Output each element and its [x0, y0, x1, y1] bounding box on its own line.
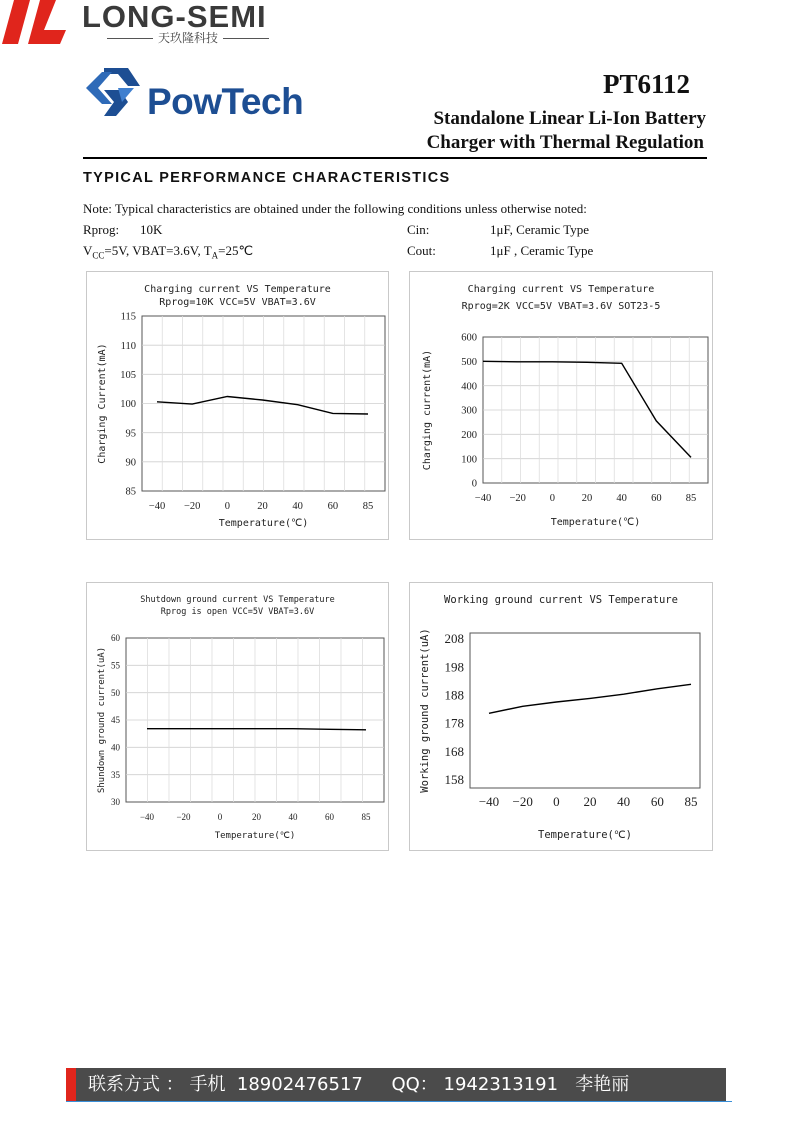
y-tick-label: 198 — [444, 659, 464, 675]
x-tick-label: 0 — [217, 812, 223, 822]
y-tick-label: 85 — [125, 486, 136, 498]
y-tick-label: 200 — [461, 430, 477, 442]
x-tick-label: 60 — [327, 501, 339, 512]
y-tick-label: 30 — [111, 797, 120, 808]
footer-contact-text: 联系方式 ： 手机 18902476517 QQ： 1942313191 李艳丽 — [88, 1074, 630, 1095]
header-divider — [83, 157, 707, 159]
y-tick-label: 168 — [444, 743, 464, 759]
cond-cc: CC — [92, 250, 105, 261]
x-tick-label: 20 — [581, 493, 593, 504]
y-tick-label: 35 — [111, 769, 120, 780]
y-tick-label: 100 — [120, 399, 136, 411]
x-tick-label: −20 — [183, 501, 201, 512]
series-line — [489, 684, 691, 713]
chart-panel-4 — [409, 582, 713, 851]
x-tick-label: −40 — [148, 501, 166, 512]
y-tick-label: 50 — [111, 687, 120, 698]
part-number: PT6112 — [602, 69, 690, 99]
y-tick-label: 100 — [461, 454, 477, 466]
series-line — [147, 729, 366, 730]
x-tick-label: 20 — [257, 501, 268, 512]
y-tick-label: 158 — [444, 772, 464, 788]
x-tick-label: 20 — [252, 812, 261, 822]
x-axis-label: Temperature(℃) — [550, 517, 641, 528]
x-tick-label: 40 — [292, 501, 303, 512]
x-tick-label: 85 — [684, 794, 698, 809]
chart-subtitle: Rprog=10K VCC=5V VBAT=3.6V — [159, 297, 316, 308]
x-tick-label: 60 — [651, 493, 662, 504]
x-tick-label: 40 — [616, 493, 627, 504]
chart-title: Charging current VS Temperature — [144, 284, 331, 295]
cin-label: Cin: — [407, 222, 430, 237]
cond-mid: =5V, VBAT=3.6V, T — [104, 243, 212, 258]
x-axis-label: Temperature(℃) — [218, 518, 309, 529]
chart-panel-3 — [86, 582, 389, 851]
y-tick-label: 208 — [444, 631, 464, 647]
chart-panel-2 — [409, 271, 713, 540]
chart-charging-current-2k — [410, 272, 712, 539]
y-tick-label: 55 — [111, 660, 120, 671]
rprog-value: 10K — [140, 222, 163, 237]
y-tick-label: 105 — [120, 370, 136, 382]
doc-subtitle-line2: Charger with Thermal Regulation — [426, 132, 704, 153]
x-tick-label: −20 — [176, 812, 191, 822]
y-tick-label: 95 — [125, 428, 136, 440]
y-tick-label: 600 — [461, 332, 477, 344]
x-tick-label: 60 — [650, 794, 664, 809]
x-tick-label: 40 — [617, 794, 631, 809]
chart-panel-1 — [86, 271, 389, 540]
cout-label: Cout: — [407, 243, 436, 258]
x-tick-label: −40 — [139, 812, 155, 822]
y-tick-label: 60 — [111, 633, 120, 644]
x-tick-label: −20 — [509, 493, 526, 504]
x-tick-label: −40 — [478, 794, 500, 809]
x-tick-label: 60 — [325, 812, 334, 822]
x-tick-label: 0 — [553, 794, 560, 809]
cout-value: 1μF , Ceramic Type — [490, 243, 594, 258]
y-tick-label: 40 — [111, 742, 120, 753]
section-title: TYPICAL PERFORMANCE CHARACTERISTICS — [83, 170, 451, 186]
x-axis-label: Temperature(℃) — [538, 829, 632, 841]
cin-value: 1μF, Ceramic Type — [490, 222, 590, 237]
powtech-logo-icon — [82, 66, 142, 118]
cond-v: V — [83, 243, 93, 258]
x-tick-label: 85 — [685, 493, 697, 504]
x-tick-label: 40 — [288, 812, 298, 822]
longsemi-subtitle — [90, 30, 286, 46]
chart-working-ground-current — [410, 583, 712, 850]
rprog-label: Rprog: — [83, 222, 120, 237]
doc-subtitle-line1: Standalone Linear Li-Ion Battery — [433, 108, 706, 129]
test-conditions — [83, 243, 253, 264]
chart-title: Shutdown ground current VS Temperature — [140, 595, 335, 605]
y-tick-label: 115 — [120, 311, 136, 323]
cond-end: =25℃ — [218, 243, 254, 258]
longsemi-subtitle-text: 天玖隆科技 — [157, 31, 218, 45]
powtech-wordmark: PowTech — [147, 81, 304, 122]
chart-subtitle: Rprog=2K VCC=5V VBAT=3.6V SOT23-5 — [461, 301, 661, 312]
footer-accent — [66, 1068, 76, 1101]
chart-title: Charging current VS Temperature — [467, 284, 655, 295]
x-tick-label: −20 — [512, 794, 533, 809]
y-axis-label: Charging current(mA) — [422, 349, 433, 471]
footer-underline — [66, 1101, 732, 1102]
chart-charging-current-10k — [87, 272, 388, 539]
x-axis-label: Temperature(℃) — [214, 831, 296, 841]
y-axis-label: Shundown ground current(uA) — [97, 646, 107, 794]
longsemi-name: LONG-SEMI — [82, 0, 267, 34]
y-tick-label: 400 — [461, 381, 477, 393]
y-tick-label: 300 — [461, 405, 477, 417]
chart-shutdown-ground-current — [87, 583, 388, 850]
x-tick-label: 85 — [362, 501, 374, 512]
y-axis-label: Working ground current(uA) — [419, 628, 431, 793]
y-tick-label: 110 — [120, 340, 136, 352]
x-tick-label: 0 — [549, 493, 555, 504]
series-line — [157, 397, 368, 415]
chart-subtitle: Rprog is open VCC=5V VBAT=3.6V — [160, 607, 315, 617]
y-axis-label: Charging Current(mA) — [97, 343, 108, 464]
longsemi-logo-icon — [0, 0, 74, 46]
y-tick-label: 0 — [471, 478, 477, 490]
y-tick-label: 188 — [444, 687, 464, 703]
cond-a: A — [211, 250, 219, 261]
y-tick-label: 500 — [461, 357, 477, 369]
series-line — [483, 361, 691, 457]
y-tick-label: 178 — [444, 715, 464, 731]
chart-title: Working ground current VS Temperature — [444, 594, 678, 606]
x-tick-label: 0 — [224, 501, 230, 512]
y-tick-label: 45 — [111, 715, 120, 726]
y-tick-label: 90 — [125, 457, 136, 469]
x-tick-label: 85 — [361, 812, 371, 822]
x-tick-label: −40 — [474, 493, 492, 504]
x-tick-label: 20 — [583, 794, 597, 809]
note-line: Note: Typical characteristics are obtained under the following conditions unless otherwise noted: — [83, 201, 587, 216]
contact-footer — [66, 1068, 726, 1101]
